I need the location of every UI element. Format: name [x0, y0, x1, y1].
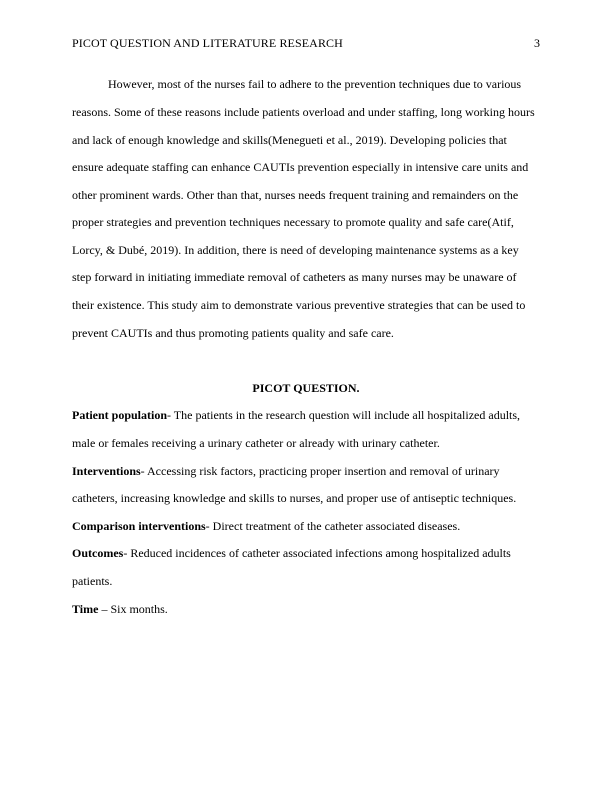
paragraph-line: step forward in initiating immediate removal of catheters as many nurses may be unaware of [72, 270, 517, 284]
paragraph-line: prevent CAUTIs and thus promoting patients quality and safe care. [72, 326, 394, 340]
picot-interventions-continued: catheters, increasing knowledge and skills to nurses, and proper use of antiseptic techniques. [72, 491, 517, 505]
interventions-label: Interventions [72, 464, 141, 478]
running-head: PICOT QUESTION AND LITERATURE RESEARCH [72, 36, 343, 50]
picot-outcomes [72, 546, 511, 560]
population-text: - The patients in the research question will include all hospitalized adults, [167, 408, 521, 422]
paragraph-line: their existence. This study aim to demonstrate various preventive strategies that can be used to [72, 298, 526, 312]
interventions-text: - Accessing risk factors, practicing proper insertion and removal of urinary [140, 464, 500, 478]
picot-comparison [72, 519, 460, 533]
paragraph-line: other prominent wards. Other than that, nurses needs frequent training and remainders on the [72, 188, 519, 202]
population-label: Patient population [72, 408, 168, 422]
time-text: – Six months. [98, 602, 168, 616]
comparison-text: - Direct treatment of the catheter associated diseases. [205, 519, 461, 533]
comparison-label: Comparison interventions [72, 519, 206, 533]
outcomes-label: Outcomes [72, 546, 124, 560]
paragraph-line: proper strategies and prevention techniques necessary to promote quality and safe care(Atif, [72, 215, 514, 229]
picot-time [72, 602, 168, 616]
time-label: Time [72, 602, 99, 616]
picot-population [72, 408, 520, 422]
paragraph-line: ensure adequate staffing can enhance CAUTIs prevention especially in intensive care units and [72, 160, 529, 174]
paragraph-line: reasons. Some of these reasons include patients overload and under staffing, long working hours [72, 105, 535, 119]
picot-population-continued: male or females receiving a urinary catheter or already with urinary catheter. [72, 436, 440, 450]
picot-outcomes-continued: patients. [72, 574, 113, 588]
page-number: 3 [534, 36, 540, 50]
outcomes-text: - Reduced incidences of catheter associated infections among hospitalized adults [123, 546, 511, 560]
picot-interventions [72, 464, 500, 478]
paragraph-line: Lorcy, & Dubé, 2019). In addition, there is need of developing maintenance systems as a key [72, 243, 519, 257]
section-heading: PICOT QUESTION. [252, 381, 360, 395]
paragraph-line: However, most of the nurses fail to adhere to the prevention techniques due to various [108, 77, 522, 91]
paragraph-line: and lack of enough knowledge and skills(Menegueti et al., 2019). Developing policies that [72, 133, 507, 147]
